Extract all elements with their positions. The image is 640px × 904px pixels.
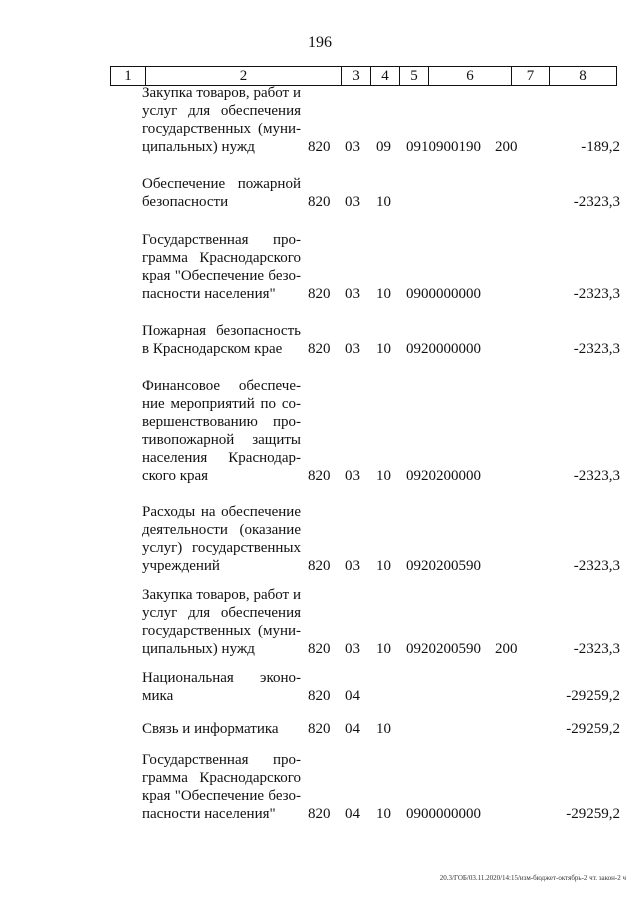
row-target-code: 0920000000 <box>406 341 481 357</box>
row-subsection: 10 <box>376 558 391 574</box>
table-row <box>0 231 640 303</box>
row-section: 04 <box>345 721 360 737</box>
row-section: 03 <box>345 468 360 484</box>
header-col-8: 8 <box>549 67 616 85</box>
header-col-6: 6 <box>428 67 511 85</box>
row-admin-code: 820 <box>308 688 331 704</box>
row-target-code: 0920200590 <box>406 641 481 657</box>
row-target-code: 0900000000 <box>406 806 481 822</box>
row-name: Обеспечение пожарной безопасности <box>142 176 301 210</box>
row-name: Закупка товаров, работ и услуг для обеспечения государственных (муни- ципальных) нужд <box>142 587 301 657</box>
row-name: Государственная про- грамма Краснодарского края "Обеспечение безо- пасности населения" <box>142 232 301 302</box>
row-section: 03 <box>345 139 360 155</box>
header-col-5: 5 <box>399 67 428 85</box>
table-row <box>0 377 640 485</box>
row-target-code: 0920200590 <box>406 558 481 574</box>
row-admin-code: 820 <box>308 286 331 302</box>
row-name: Государственная про- грамма Краснодарского края "Обеспечение безо- пасности населения" <box>142 752 301 822</box>
row-admin-code: 820 <box>308 721 331 737</box>
footer-stamp: 20.3/ГОБ/03.11.2020/14:15/изм-бюджет-октябрь-2 чт. закон-2 ч <box>439 874 626 882</box>
row-admin-code: 820 <box>308 139 331 155</box>
row-target-code: 0900000000 <box>406 286 481 302</box>
row-subsection: 10 <box>376 806 391 822</box>
row-admin-code: 820 <box>308 468 331 484</box>
row-section: 03 <box>345 194 360 210</box>
row-subsection: 10 <box>376 641 391 657</box>
row-expense-type: 200 <box>495 139 518 155</box>
row-subsection: 10 <box>376 194 391 210</box>
header-col-3: 3 <box>341 67 370 85</box>
row-target-code: 0920200000 <box>406 468 481 484</box>
row-subsection: 09 <box>376 139 391 155</box>
table-row <box>0 669 640 705</box>
row-name: Финансовое обеспече- ние мероприятий по со- вершенствованию про- тивопожарной защиты населения Краснодар- ского края <box>142 378 301 484</box>
row-subsection: 10 <box>376 468 391 484</box>
table-row <box>0 84 640 156</box>
row-amount: -2323,3 <box>573 468 620 484</box>
row-subsection: 10 <box>376 286 391 302</box>
row-amount: -2323,3 <box>573 194 620 210</box>
row-amount: -2323,3 <box>573 286 620 302</box>
header-col-1: 1 <box>124 68 132 84</box>
row-section: 04 <box>345 688 360 704</box>
row-section: 03 <box>345 641 360 657</box>
table-row <box>0 322 640 358</box>
row-name: Национальная эконо- мика <box>142 670 301 704</box>
row-section: 03 <box>345 286 360 302</box>
row-admin-code: 820 <box>308 641 331 657</box>
row-amount: -2323,3 <box>573 641 620 657</box>
row-expense-type: 200 <box>495 641 518 657</box>
row-section: 04 <box>345 806 360 822</box>
row-amount: -29259,2 <box>566 721 620 737</box>
row-name: Закупка товаров, работ и услуг для обеспечения государственных (муни- ципальных) нужд <box>142 85 301 155</box>
row-section: 03 <box>345 341 360 357</box>
table-row <box>0 503 640 575</box>
row-target-code: 0910900190 <box>406 139 481 155</box>
table-row <box>0 720 640 738</box>
page-number: 196 <box>308 34 332 51</box>
row-name: Пожарная безопасность в Краснодарском крае <box>142 323 301 357</box>
row-amount: -189,2 <box>581 139 620 155</box>
table-row <box>0 751 640 823</box>
row-admin-code: 820 <box>308 806 331 822</box>
table-row <box>0 586 640 658</box>
row-section: 03 <box>345 558 360 574</box>
table-row <box>0 175 640 211</box>
header-col-7: 7 <box>511 67 549 85</box>
row-amount: -29259,2 <box>566 688 620 704</box>
row-subsection: 10 <box>376 721 391 737</box>
row-admin-code: 820 <box>308 341 331 357</box>
table-header-row <box>110 66 617 86</box>
row-name: Связь и информатика <box>142 721 279 737</box>
row-admin-code: 820 <box>308 194 331 210</box>
row-subsection: 10 <box>376 341 391 357</box>
header-col-2: 2 <box>145 67 341 85</box>
row-name: Расходы на обеспечение деятельности (оказание услуг) государственных учреждений <box>142 504 301 574</box>
row-amount: -29259,2 <box>566 806 620 822</box>
row-amount: -2323,3 <box>573 558 620 574</box>
row-admin-code: 820 <box>308 558 331 574</box>
header-col-4: 4 <box>370 67 399 85</box>
row-amount: -2323,3 <box>573 341 620 357</box>
